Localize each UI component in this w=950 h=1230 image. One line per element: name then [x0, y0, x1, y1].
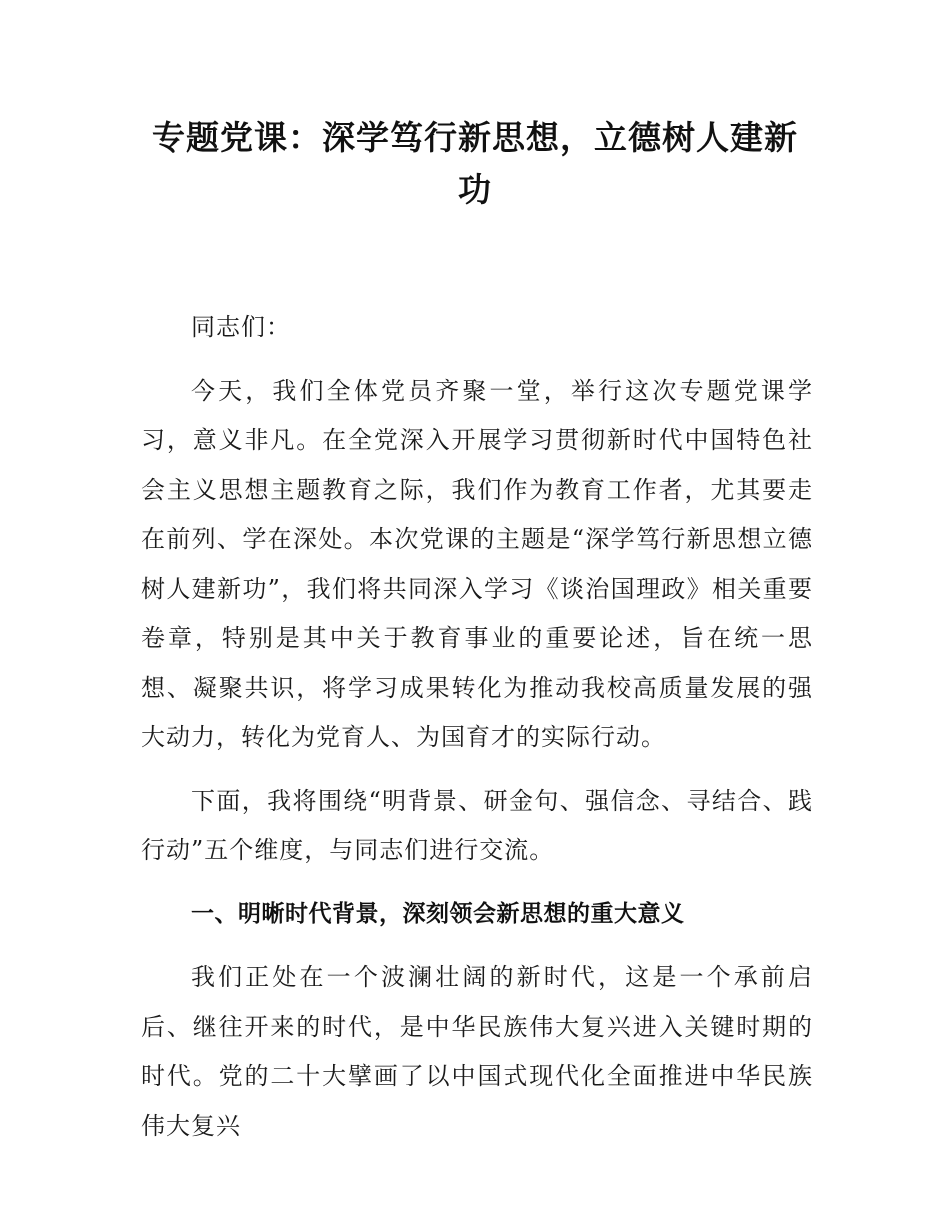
paragraph-section-1: 我们正处在一个波澜壮阔的新时代，这是一个承前启后、继往开来的时代，是中华民族伟大复兴进入关键时期的时代。党的二十大擘画了以中国式现代化全面推进中华民族伟大复兴 [141, 963, 813, 1140]
salutation: 同志们： [191, 313, 291, 341]
paragraph-intro: 今天，我们全体党员齐聚一堂，举行这次专题党课学习，意义非凡。在全党深入开展学习贯彻新时代中国特色社会主义思想主题教育之际，我们作为教育工作者，尤其要走在前列、学在深处。本次党课的主题是“深学笃行新思想立德树人建新功”，我们将共同深入学习《谈治国理政》相关重要卷章，特别是其中关于教育事业的重要论述，旨在统一思想、凝聚共识，将学习成果转化为推动我校高质量发展的强大动力，转化为党育人、为国育才的实际行动。 [141, 376, 813, 751]
section-heading: 一、明晰时代背景，深刻领会新思想的重大意义 [191, 900, 685, 927]
document-title: 专题党课：深学笃行新思想，立德树人建新功 [152, 118, 798, 209]
paragraph-outline: 下面，我将围绕“明背景、研金句、强信念、寻结合、践行动”五个维度，与同志们进行交流。 [141, 786, 813, 864]
document-body [141, 303, 813, 1165]
